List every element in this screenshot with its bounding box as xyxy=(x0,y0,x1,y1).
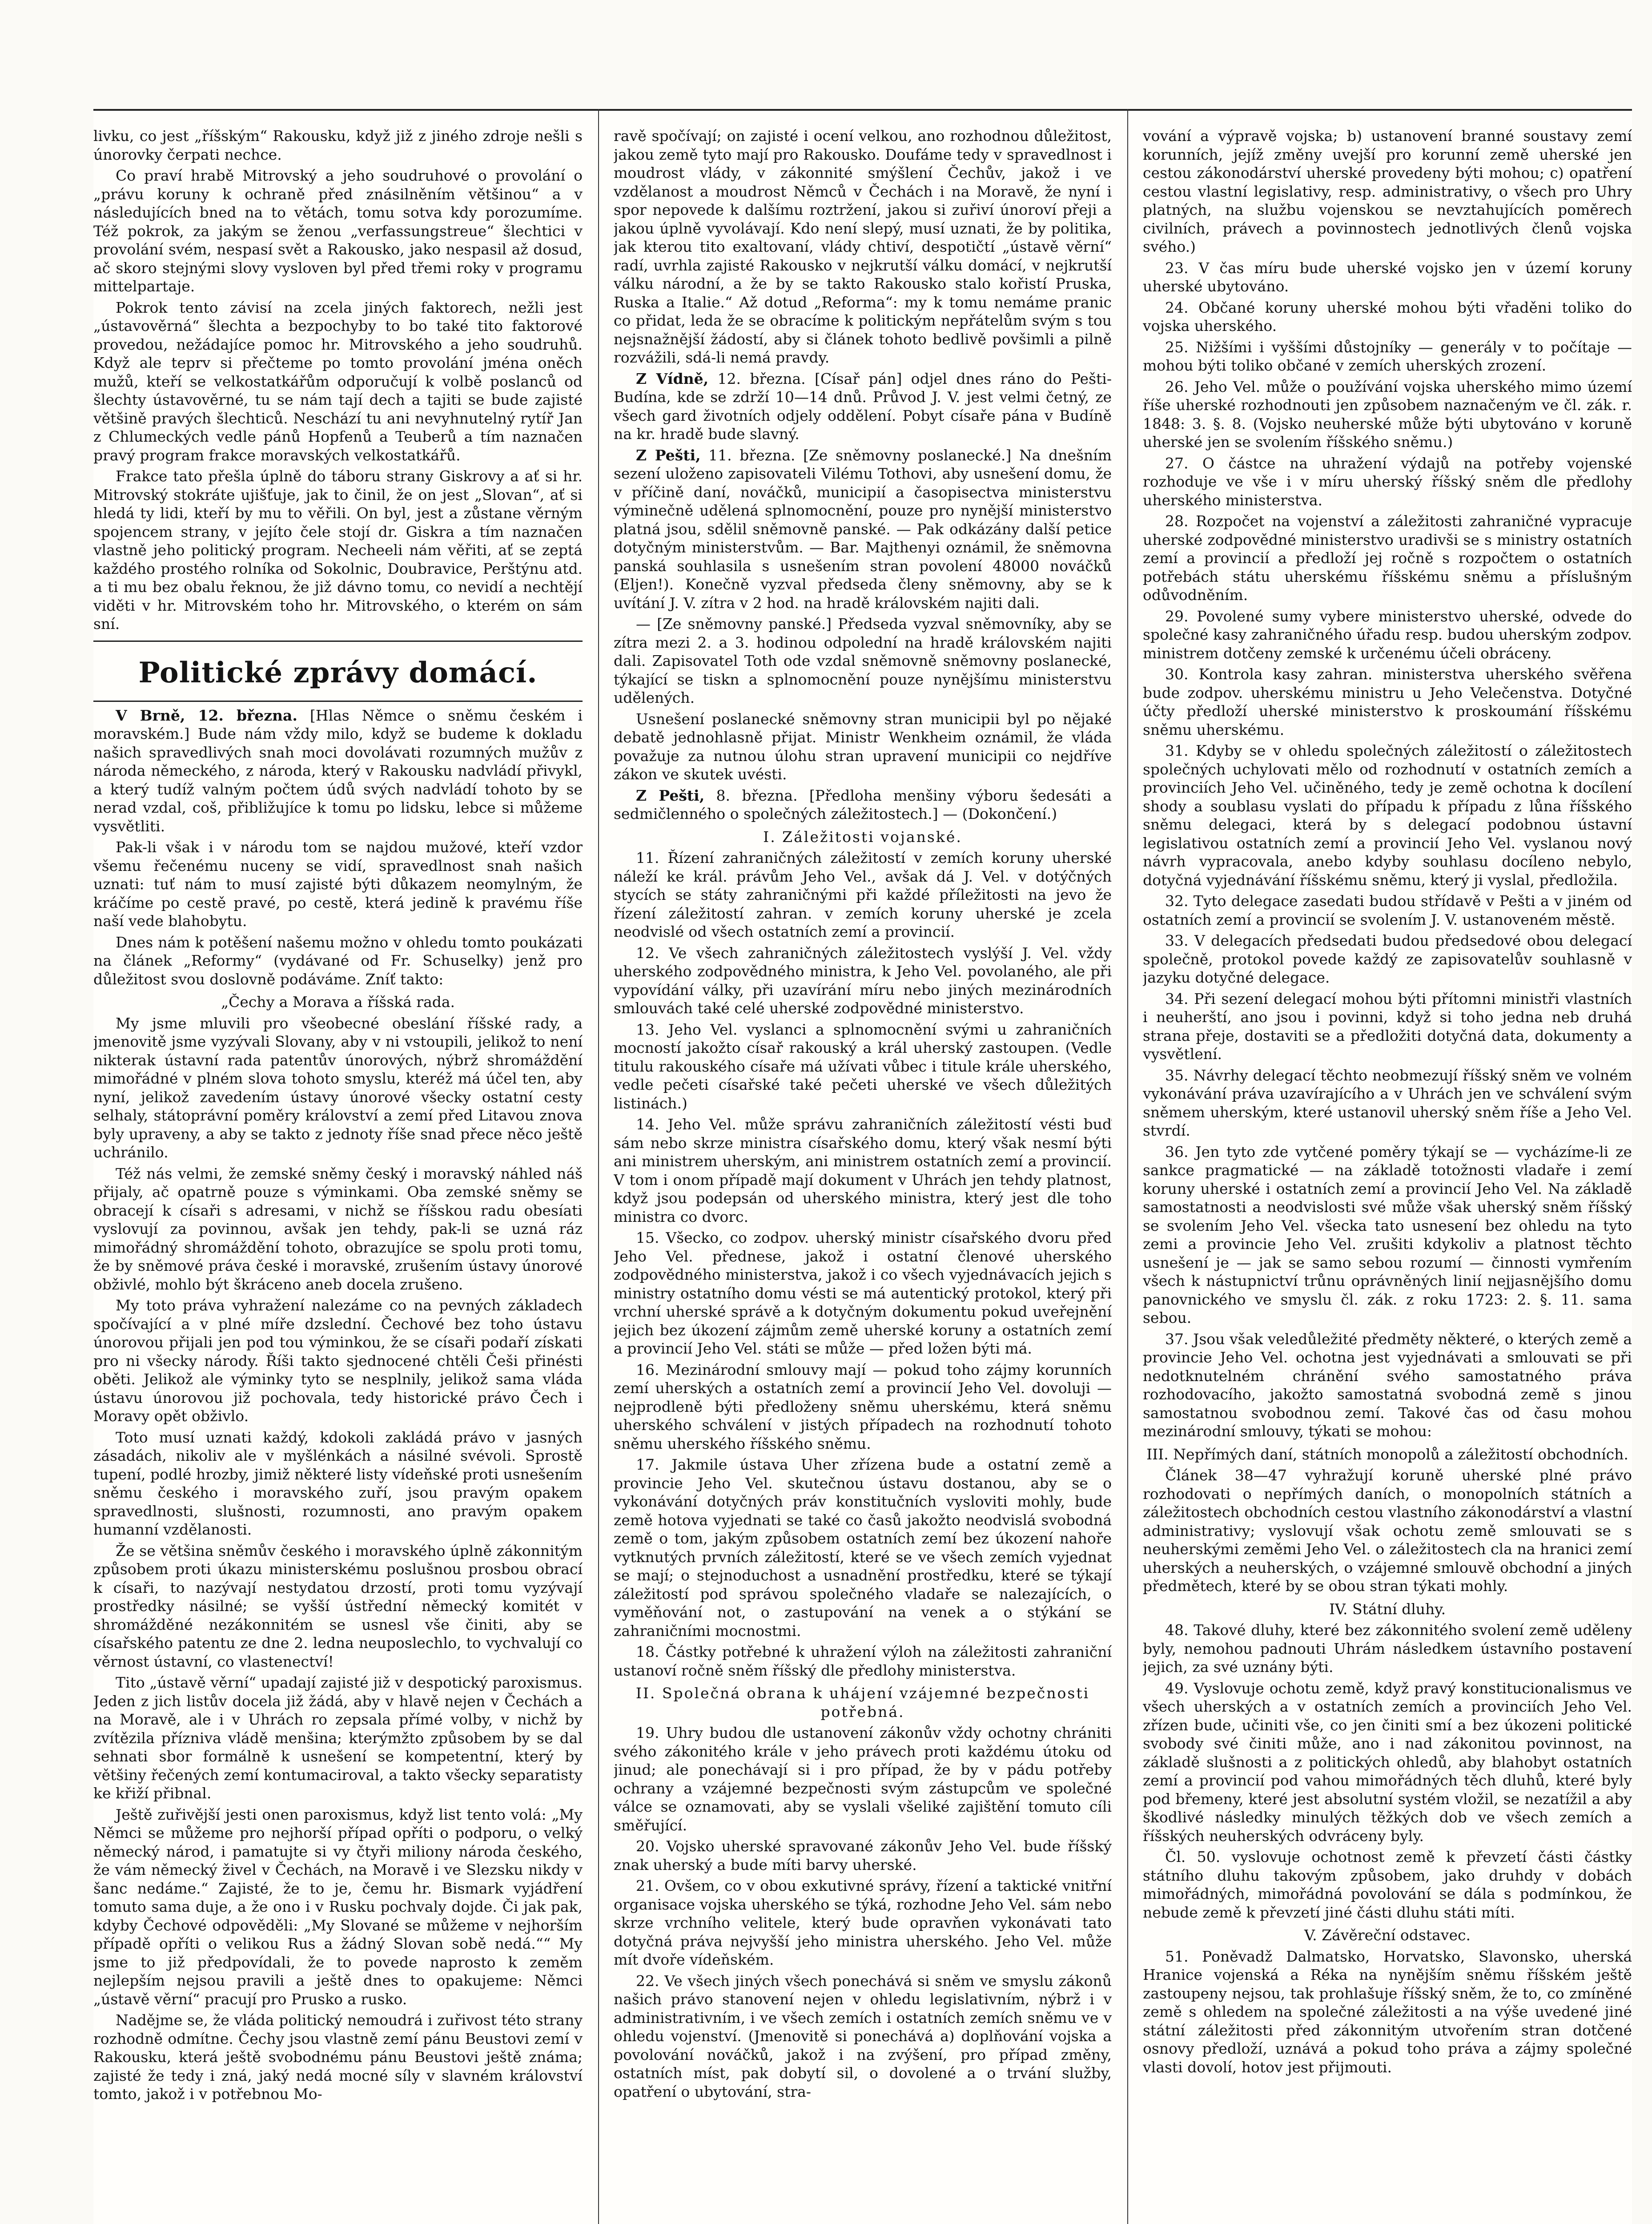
article: 13. Jeho Vel. vyslanci a splnomocnění svými u zahraničních mocností jakožto císař rakouský a král uherský zastoupen. (Vedle titulu rakouského císaře má užívati vůbec i titule krále uherského, vedle pečeti císařské také pečeti uherské ve všech důležitých listinách.) xyxy=(614,1020,1112,1112)
subsection-heading: II. Společná obrana k uhájení vzájemné bezpečnosti potřebná. xyxy=(635,1684,1090,1720)
article: 33. V delegacích předsedati budou předsedové obou delegací společně, protokol povede každý ze zapisovatelův souhlasně v jazyku dotyčné delegace. xyxy=(1143,932,1632,986)
paragraph: Dnes nám k potěšení našemu možno v ohledu tomto poukázati na článek „Reformy“ (vydávané od Fr. Schuselky) jenž pro důležitost svou doslovně podáváme. Zníť takto: xyxy=(93,933,583,988)
column-divider xyxy=(1127,109,1128,2224)
article: 20. Vojsko uherské spravované zákonův Jeho Vel. bude říšský znak uherský a bude míti barvy uherské. xyxy=(614,1837,1112,1873)
subsection-heading: IV. Státní dluhy. xyxy=(1329,1600,1446,1618)
article: 48. Takové dluhy, které bez zákonnitého svolení země uděleny byly, nemohou padnouti Uhrám následkem ústavního postavení jejich, za své uznány býti. xyxy=(1143,1621,1632,1676)
paragraph: Nadějme se, že vláda politický nemoudrá i zuřivost této strany rozhodně odmítne. Čechy jsou vlastně zemí pánu Beustovi zemí v Rakousku, která ještě svobodnému pánu Beustovi ještě známa; zajisté že tedy i zná, jaký nedá mocné síly v slavném království tomto, jakož i v potřebnou Mo- xyxy=(93,2011,583,2103)
paragraph: Pokrok tento závisí na zcela jiných faktorech, nežli jest „ústavověrná“ šlechta a bezpochyby to bo také tito faktorové provedou, nežádajíce pomoc hr. Mitrovského a jeho soudruhů. Když ale teprv si přečteme po tomto provolání jména oněch mužů, kteří se velkostatkářům odporučují k volbě poslanců od šlechty ústavověrné, tu se nám tají dech a tajiti se bude zajisté většině pravých šlechticů. Neschází tu ani nevyhnutelný rytíř Jan z Chlumeckých vedle pánů Hopfenů a Teuberů a tím naznačen pravý program frakce moravských velkostatkářů. xyxy=(93,298,583,464)
article: 36. Jen tyto zde vytčené poměry týkají se — vycházíme-li ze sankce pragmatické — na základě totožnosti vladaře i zemí koruny uherské i ostatních zemí a provincií Jeho Vel. Na základě samostatnosti a neodvislosti své může však uherský sněm říšský se svolením Jeho Vel. všecka tato usnesení bez ohledu na tyto zemi a provincie Jeho Vel. zrušiti kdykoliv a platnost těchto usnešení je — jak se samo sebou rozumí — činnosti vymřením všech k nástupnictví trůnu oprávněných linií nejjasnějšího domu panovnického ve smyslu čl. zák. z roku 1723: 2. §. 11. sama sebou. xyxy=(1143,1143,1632,1326)
paragraph: [Hlas Němce o sněmu českém i moravském.] Bude nám vždy milo, když se budeme k dokladu našich spravedlivých snah moci dovolávati rozumných mužův z národa německého, z národa, který v Rakousku nadvládí přivykl, a který tudíž valným počtem údů svých nadvládí tohoto by se nerad vzdal, coš, přibližujíce k tomu po lidsku, lebce si můžeme vysvětliti. xyxy=(93,706,583,835)
dateline: V Brně, 12. března. xyxy=(116,706,297,724)
column-divider xyxy=(598,109,599,2224)
article: 35. Návrhy delegací těchto neobmezují říšský sněm ve volném vykonávání práva uzavírajícího a v Uhrách jen ve schválení svým sněmem uherským, které ustanovil uherský sněm říše a Jeho Vel. stvrdí. xyxy=(1143,1066,1632,1139)
article: 18. Částky potřebné k uhražení výloh na záležitosti zahraniční ustanoví ročně sněm říšský dle předlohy ministerstva. xyxy=(614,1643,1112,1679)
news-item: — [Ze sněmovny panské.] Předseda vyzval sněmovníky, aby se zítra mezi 2. a 3. hodinou odpolední na hradě královském najiti dali. Zapisovatel Toth ode vzdal sněmovně sněmovny poslanecké, týkající se tiskn a splnomocnění pouze nynějšímu ministerstvu udělených. xyxy=(614,615,1112,706)
news-dateline: Z Vídně, xyxy=(636,370,709,387)
paragraph: Frakce tato přešla úplně do táboru strany Giskrovy a ať si hr. Mitrovský stokráte ujišťuje, jak to činil, že on jest „Slovan“, ať si hledá ty lidi, kteří by mu to věřili. On byl, jest a zůstane věrným spojencem strany, v jejíto čele stojí dr. Giskra a tím naznačen vlastně jeho politický program. Necheeli nám věřiti, ať se zeptá každého prostého rolníka od Sokolnic, Doubravice, Perštýnu atd. a ti mu bez obalu řeknou, že již dávno tomu, co nevidí a nechtějí viděti v hr. Mitrovském toho hr. Mitrovského, o kterém on sám sní. xyxy=(93,467,583,633)
column-1 xyxy=(93,127,583,2224)
article: 37. Jsou však veledůležité předměty některé, o kterých země a provincie Jeho Vel. ochotna jest vyjednávati a smlouvati se při nedotknutelném chránění svého samostatného práva rozhodovacího, jakožto samostatná svobodná země s jinou samostatnou svobodnou zemí. Takové čas od času mohou mezinárodní smlouvy, týkati se mohou: xyxy=(1143,1330,1632,1440)
newspaper-page xyxy=(93,109,1632,2224)
news-dateline: Z Pešti, xyxy=(636,446,701,464)
paragraph: Co praví hrabě Mitrovský a jeho soudruhové o provolání o „právu koruny k ochraně před znásilněním většinou“ a v následujících bned na to větách, tomu sotva kdy porozumíme. Též pokrok, za jakým se ženou „verfassungstreue“ šlechtici v provolání svém, nespasí svět a Rakousko, jako nespasil až dosud, ač skoro stejnými slovy vysloven byl před třemi roky v programu mittelpartaje. xyxy=(93,167,583,295)
news-item: 11. března. [Ze sněmovny poslanecké.] Na dnešním sezení uloženo zapisovateli Vilému Tothovi, aby usnešení domu, že v příčině daní, nováčků, municipií a časopisectva ministerstvu výminečně udělená splnomocnění, pouze pro nynější ministerstvo platná jsou, sdělil sněmovně panské. — Pak odkázány další petice dotyčným ministerstvům. — Bar. Majthenyi oznámil, že sněmovna panská souhlasila s usnešením stran povolení 48000 nováčků (Eljen!). Konečně vyzval předseda členy sněmovny, aby se k uvítání J. V. zítra v 2 hod. na hradě královském najiti dali. xyxy=(614,446,1112,612)
section-heading: Politické zprávy domácí. xyxy=(138,656,538,689)
article: 15. Všecko, co zodpov. uherský ministr císařského dvoru před Jeho Vel. přednese, jakož i ostatní členové uherského zodpovědného ministerstva, jakož i co všech vyjednávacích jejich s ministry ostatního domu vésti se má autentický protokol, který při vrchní uherské správě a k dotyčným dokumentu pokud uveřejnění jejich bez úkození zájmům země uherské koruny a ostatních zemí a provincií Jeho Vel. státi se může — před ložen býti má. xyxy=(614,1229,1112,1357)
subsection-heading: I. Záležitosti vojanské. xyxy=(763,828,962,846)
article: Článek 38—47 vyhražují koruně uherské plné právo rozhodovati o nepřímých daních, o monopolních státních a záležitostech obchodních cestou vlastního zákonodárství a vlastní administrativy; vyslovují však ochotu země smlouvati se s neuherskými zeměmi Jeho Vel. o záležitostech cla na hranici zemí uherských a neuherských, o vzájemné smlouvě obchodní a jiných předmětech, které by se obou stran týkati mohly. xyxy=(1143,1467,1632,1595)
article: 22. Ve všech jiných všech ponechává si sněm ve smyslu zákonů našich právo stanovení nejen v ohledu legislativním, nýbrž i v administrativním, i ve všech zemích i ostatních zemích sněmu ve v ohledu vojenství. (Jmenovitě si ponechává a) doplňování vojska a povolování nováčků, jakož i na zvýšení, pro případ změny, ostatních míst, pak dobytí sil, o dovolené a o trvání služby, opatření o ubytování, stra- xyxy=(614,1972,1112,2100)
article: 25. Nižšími i vyššími důstojníky — generály v to počítaje — mohou býti toliko občané v zemích uherských zrození. xyxy=(1143,338,1632,374)
top-rule xyxy=(93,109,1632,111)
article: 16. Mezinárodní smlouvy mají — pokud toho zájmy korunních zemí uherských a ostatních zemí a provincií Jeho Vel. dovoluji — nejprodleně býti předloženy sněmu uherskému, která sněmu uherského schválení v jistých případech na rozhodnutí tohoto sněmu uherského říšského sněmu. xyxy=(614,1361,1112,1452)
news-item: 12. března. [Císař pán] odjel dnes ráno do Pešti-Budína, kde se zdrží 10—14 dnů. Průvod J. V. jest velmi četný, ze všech gard životních odjely oddělení. Pobyt císaře pána v Budíně na kr. hradě bude slavný. xyxy=(614,370,1112,443)
article: 34. Při sezení delegací mohou býti přítomni ministři vlastních i neuherští, ano jsou i povinni, když si toho jedna neb druhá strana přeje, dostaviti se a předložiti dotyčná data, dokumenty a vysvětlení. xyxy=(1143,990,1632,1063)
paragraph: Tito „ústavě věrní“ upadají zajisté již v despotický paroxismus. Jeden z jich listův docela již žádá, aby v hlavě nejen v Čechách a na Moravě, ale i v Uhrách ro zepsala přímé volby, v nichž by zvítězila přízniva vládě menšina; kterýmžto způsobem by se dal sehnati sbor formálně k usnešení se kompetentní, který by většiny řečených zemí kontumaciroval, a takto všecky separatisty ke křiží přibnal. xyxy=(93,1674,583,1802)
paragraph: ravě spočívají; on zajisté i ocení velkou, ano rozhodnou důležitost, jakou země tyto mají pro Rakousko. Doufáme tedy v spravedlnost i moudrost vlády, v zákonnité smýšlení Čechův, jakož i ve vzdělanost a moudrost Němců v Čechách i na Moravě, že nyní i spor nepovede k dalšímu roztržení, jakou si zuřiví únoroví přeji a jakou úplně vyvolávají. Kdo není slepý, musí uznati, že by politika, jak kterou tito exaltovaní, vlády chtiví, despotičtí „ústavě věrní“ radí, uvrhla zajisté Rakousko v nejkrutší válku domácí, v nejkrutší válku národní, a že by se takto Rakousko stalo kořistí Pruska, Ruska a Italie.“ Až dotud „Reforma“: my k tomu nemáme pranic co přidat, leda že se obracíme k politickým nepřátelům svým s tou nejsnažnější žádostí, aby si článek tohoto bedlivě povšimli a pilně rozvážili, sdá-li nemá pravdy. xyxy=(614,127,1112,366)
article: 12. Ve všech zahraničných záležitostech vyslýší J. Vel. vždy uherského zodpovědného ministra, k Jeho Vel. povolaného, ale při vypovídání války, při uzavírání míru nebo jiných mezinárodních smlouvách také celé uherské zodpovědné ministerstvo. xyxy=(614,944,1112,1017)
article: 19. Uhry budou dle ustanovení zákonův vždy ochotny chrániti svého zákonitého krále v jeho právech proti každému útoku od jinud; ale ponechávají si i pro případ, že by v pádu potřeby ochrany a vzájemné bezpečnosti svým zástupcům ve společné válce se oznamovati, aby se vyslali všeliké zajištění tomuto cíli směřující. xyxy=(614,1724,1112,1834)
article: 11. Řízení zahraničných záležitostí v zemích koruny uherské náleží ke král. právům Jeho Vel., avšak dá J. Vel. v dotýčných stycích se státy zahraničnými při každé příležitosti na jevo že řízení záležitostí zahran. v zemích koruny uherské je zcela neodvislé od všech ostatních zemí a provincií. xyxy=(614,849,1112,940)
paragraph: Ještě zuřivější jesti onen paroxismus, když list tento volá: „My Němci se můžeme pro nejhorší případ opříti o podporu, o velký německý národ, i pamatujte si vy čtyři miliony národa českého, že vám německý živel v Čechách, na Moravě i ve Slezsku nikdy v šanc nedáme.“ Zajisté, že to je, čemu hr. Bismark vyjádření tomuto sama duje, a že ono i v Rusku pochvaly dojde. Či jak pak, kdyby Čechové odpověděli: „My Slované se můžeme v nejhorším případě opříti o velikou Rus a žádný Slovan sobě nedá.““ My jsme to již předpovídali, že to povede naprosto k zeměm nejlepším nejsou pravili a ještě dnes to opakujeme: Němci „ústavě věrní“ pracují pro Prusko a rusko. xyxy=(93,1805,583,2008)
paragraph: Též nás velmi, že zemské sněmy český i moravský náhled náš přijaly, ač opatrně pouze s výminkami. Oba zemské sněmy se obracejí k císaři s adresami, v nichž se říšskou radu obesíati vyslovují za povinnou, avšak jen tehdy, pak-li se uzná ráz mimořádný shromáždění tohoto, obrazujíce se spolu proti tomu, že by sněmové práva české i moravské, zrušením ústavy únorové obživlé, mohlo být škráceno aneb docela zrušeno. xyxy=(93,1164,583,1293)
subsection-heading: III. Nepřímých daní, státních monopolů a záležitostí obchodních. xyxy=(1146,1445,1628,1463)
subsection-heading: V. Závěreční odstavec. xyxy=(1304,1926,1471,1944)
news-dateline: Z Pešti, xyxy=(636,786,705,804)
paragraph: livku, co jest „říšským“ Rakousku, když již z jiného zdroje nešli s únorovky čerpati nechce. xyxy=(93,127,583,163)
article: 17. Jakmile ústava Uher zřízena bude a ostatní země a provincie Jeho Vel. skutečnou ústavu dostanou, aby se o vykonávání dotyčných práv konstitučních vysloviti mohly, bude země hotova vyjednati se také co časů jakožto neodvislá svobodná země o tom, jakým způsobem ostatních zemí bez úkození nahoře vytknutých prvních záležitostí, které se ve všech zemích vyjednat se mají; o stejnoduchost a usnadnění prostředku, které se týkají záležitostí pod správou společného vladaře se nalezajících, o vyměňování not, o zastupování na venek a o stýkání se zahraničními mocnostmi. xyxy=(614,1456,1112,1640)
article: 51. Poněvadž Dalmatsko, Horvatsko, Slavonsko, uherská Hranice vojenská a Réka na nynějším sněmu říšském ještě zastoupeny nejsou, tak prohlašuje říšský sněm, že to, co zmíněné země s ohledem na společné záležitosti a na výše uvedené jiné státní záležitosti před zákonnitým utvořením stran dotčené osnovy předloží, uznává a pokud toho práva a zájmy společné vlasti dovolí, hotov jest přijmouti. xyxy=(1143,1947,1632,2076)
paragraph: Pak-li však i v národu tom se najdou mužové, kteří vzdor všemu řečenému nuceny se vidí, spravedlnost snah našich uznati: tuť nám to musí zajisté býti důkazem neomylným, že kráčíme po cestě pravé, po cestě, která jedině k pravému říše naší vede blahobytu. xyxy=(93,838,583,930)
article: 21. Ovšem, co v obou exkutivné správy, řízení a taktické vnitřní organisace vojska uherského se týká, rozhodne Jeho Vel. sám nebo skrze vrchního velitele, který bude opravňen vykonávati tato dotyčná práva nejvyšší jeho ministra uherského. Jeho Vel. může mít dvoře vídeňském. xyxy=(614,1877,1112,1968)
quote-title: „Čechy a Morava a říšská rada. xyxy=(221,993,455,1011)
section-rule xyxy=(93,701,583,702)
news-item: 8. března. [Předloha menšiny výboru šedesáti a sedmičlenného o společných záležitostech.] — (Dokončení.) xyxy=(614,786,1112,822)
paragraph: My toto práva vyhražení nalezáme co na pevných základech spočívající a v plné míře dzslední. Čechové bez toho ústavu únorovou přijali jen pod tou výminkou, že se císaři podaří získati pro ni všecky národy. Říši takto sjednocené chtěli Češi přinésti oběti. Jelikož ale výminky tyto se nesplnily, jelikož sama vláda ústavu únorovou již pochovala, tedy historické právo Čech i Moravy opět obživlo. xyxy=(93,1297,583,1425)
article: 29. Povolené sumy vybere ministerstvo uherské, odvede do společné kasy zahraničného úřadu resp. budou uherským zodpov. ministrem dotčeny zemské k určenému účeli obráceny. xyxy=(1143,607,1632,662)
news-item: Usnešení poslanecké sněmovny stran municipii byl po nějaké debatě jednohlasně přijat. Ministr Wenkheim oznámil, že vláda považuje za nutnou úlohu stran upravení municipii co nejdříve zákon ve skutek uvésti. xyxy=(614,710,1112,783)
column-3 xyxy=(1143,127,1632,2224)
section-rule xyxy=(93,641,583,642)
paragraph: vování a výpravě vojska; b) ustanovení branné soustavy zemí korunních, jejíž změny uvejší pro korunní země uherské jen cestou zákonodárství uherské provedeny býti mohou; c) opatření cestou vlastní legislativy, resp. administrativy, o všech pro Uhry platných, na službu vojenskou se nevztahujících poměrech civilních, právech a povinnostech jednotlivých členů vojska svého.) xyxy=(1143,127,1632,255)
paragraph: Že se většina sněmův českého i moravského úplně zákonnitým způsobem proti úkazu ministerskému poslušnou prosbou obrací k císaři, to nazývají nestydatou drzostí, proti tomu vyzývají prostředky násilné; se vyšší ústřední německý komitét v shromážděné nezákonnitém se usnesl vše činiti, aby se císařského patentu ze dne 2. ledna neuposlechlo, to vychvalují co věrnost ústavní, co vlastenectví! xyxy=(93,1542,583,1670)
article: 28. Rozpočet na vojenství a záležitosti zahraničné vypracuje uherské zodpovědné ministerstvo uradivši se s ministry ostatních zemí a provincií a předloží jej ročně s rozpočtem o ostatních potřebách státu uherskému říšskému sněmu a příslušným odůvodněním. xyxy=(1143,512,1632,604)
article: 49. Vyslovuje ochotu země, když pravý konstitucionalismus ve všech uherských a v ostatních zemích a provinciích Jeho Vel. zřízen bude, učiniti vše, co jen činiti smí a bez úkozeni politické svobody své činiti může, ano i nad zákonitou povinnost, na základě slušnosti a z politických ohledů, aby blahobyt ostatních zemí a provincií pod vahou mimořádných těch dluhů, které byly pod břemeny, které jest absolutní systém vložil, se nezatížil a aby škodlivé následky minulých těžkých dob ve všech zemích a říšských neuherských odvráceny byly. xyxy=(1143,1679,1632,1845)
article: 23. V čas míru bude uherské vojsko jen v území koruny uherské ubytováno. xyxy=(1143,259,1632,295)
article: 24. Občané koruny uherské mohou býti vřaděni toliko do vojska uherského. xyxy=(1143,298,1632,334)
article: 14. Jeho Vel. může správu zahraničních záležitostí vésti buď sám nebo skrze ministra císařského domu, který však nesmí býti ani ministrem uherským, ani ministrem ostatních zemí a provincií. V tom i onom případě mají dokument v Uhrách jen tehdy platnost, když jsou podepsán od uherského ministra, který jest dle toho ministra co dvorc. xyxy=(614,1116,1112,1225)
paragraph: My jsme mluvili pro všeobecné obeslání říšské rady, a jmenovitě jsme vyzývali Slovany, aby v ni vstoupili, jelikož to není nikterak ústavní rada patentův únorových, nýbrž shromáždění mimořádné v plném slova tohoto smyslu, kteréž má účel ten, aby nyní, jelikož zavedením ústavy únorové všecky ostatní cesty selhaly, státoprávní poměry království a zemí před Litavou znova byly upraveny, a aby se takto z jednoty říše snad přece něco ještě uchránilo. xyxy=(93,1014,583,1161)
article: 31. Kdyby se v ohledu společných záležitostí o záležitostech společných uchylovati mělo od rozhodnutí v ostatních zemích a provinciích Jeho Vel. učiněného, tedy je země ochotna k docílení shody a soublasu vyslati do případu k případu z lůna říšského sněmu delegaci, která by s delegací podobnou ústavní legislativou ostatních zemí a provincií Jeho Vel. vyslanou nový návrh vypracovala, anebo kdyby souhlasu docíleno nebylo, dotyčná vyjednávání říšskému sněmu, který ji vyslal, předložila. xyxy=(1143,742,1632,889)
column-2 xyxy=(614,127,1112,2224)
article: 32. Tyto delegace zasedati budou střídavě v Pešti a v jiném od ostatních zemí a provincií se svolením J. V. ustanoveném městě. xyxy=(1143,892,1632,928)
paragraph: Toto musí uznati každý, kdokoli zakládá právo v jasných zásadách, nikoliv ale v myšlénkách a násilné svévoli. Sprostě tupení, podlé hrozby, jimiž některé listy vídeňské proti usnešením sněmu českého i moravského zuří, jsou pravým opakem spravedlnosti, slušnosti, rozumnosti, ano pravým opakem humanní vzdělanosti. xyxy=(93,1428,583,1538)
article: 30. Kontrola kasy zahran. ministerstva uherského svěřena bude zodpov. uherskému ministru u Jeho Velečenstva. Dotyčné účty předloží uherské ministerstvo k proskoumání říšskému sněmu uherskému. xyxy=(1143,665,1632,738)
article: Čl. 50. vyslovuje ochotnost země k převzetí části částky státního dluhu takovým způsobem, jako druhdy v dobách mimořádných, mimořádná povolování se dála s podmínkou, že nebude země k převzetí jiné části dluhu státi míti. xyxy=(1143,1848,1632,1921)
article: 27. O částce na uhražení výdajů na potřeby vojenské rozhoduje ve vše i v míru uherský říšský sněm dle předlohy uherského ministerstva. xyxy=(1143,454,1632,509)
article: 26. Jeho Vel. může o používání vojska uherského mimo území říše uherské rozhodnouti jen způsobem naznačeným ve čl. zák. r. 1848: 3. §. 8. (Vojsko neuherské může býti ubytováno v koruně uherské jen se svolením říšského sněmu.) xyxy=(1143,378,1632,451)
